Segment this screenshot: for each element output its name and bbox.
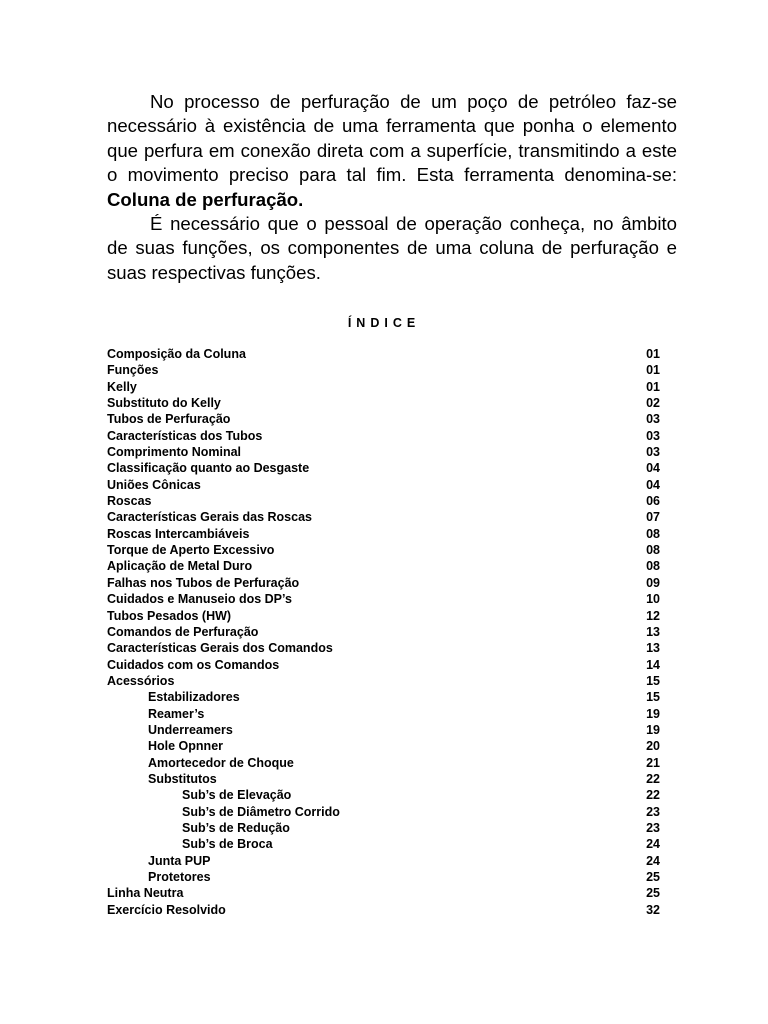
toc-entry-label: Comprimento Nominal	[107, 445, 242, 460]
toc-entry	[107, 558, 660, 574]
toc-entry-page-number: 15	[646, 673, 660, 688]
toc-entry-page-number: 01	[646, 347, 660, 361]
toc-entry-page-number: 22	[646, 771, 660, 786]
toc-entry-page-number: 24	[646, 837, 660, 852]
toc-entry	[107, 722, 660, 738]
toc-entry	[107, 526, 660, 542]
table-of-contents	[107, 346, 660, 918]
toc-entry-label: Sub’s de Diâmetro Corrido	[182, 804, 340, 819]
toc-entry-label: Características Gerais dos Comandos	[107, 641, 333, 656]
toc-entry	[107, 542, 660, 558]
index-title: ÍNDICE	[347, 316, 421, 330]
toc-entry	[107, 362, 660, 378]
toc-entry	[107, 869, 660, 885]
toc-entry	[107, 673, 660, 689]
toc-entry	[107, 820, 660, 836]
toc-entry	[107, 379, 660, 395]
toc-entry	[107, 477, 660, 493]
toc-entry-label: Substitutos	[148, 771, 217, 786]
toc-entry-label: Junta PUP	[148, 853, 211, 868]
toc-entry-label: Características dos Tubos	[107, 428, 263, 443]
toc-entry-label: Características Gerais das Roscas	[107, 510, 312, 525]
toc-entry-page-number: 06	[646, 494, 660, 509]
toc-entry-page-number: 23	[646, 820, 660, 835]
toc-entry-label: Falhas nos Tubos de Perfuração	[107, 575, 300, 590]
toc-entry	[107, 706, 660, 722]
toc-entry-page-number: 21	[646, 755, 660, 770]
toc-entry-label: Comandos de Perfuração	[107, 624, 259, 639]
toc-entry	[107, 885, 660, 901]
toc-entry-label: Substituto do Kelly	[107, 396, 221, 411]
intro-paragraph-1-bold: Coluna de perfuração.	[107, 188, 304, 210]
intro-paragraph-1-text: No processo de perfuração de um poço de petróleo faz-se necessário à existência de uma ferramenta que ponha o elemento que perfura em conexão direta com a superfície, transmitindo a este o movimento preciso para tal fim. Esta ferramenta denomina-se:	[107, 91, 677, 186]
toc-entry	[107, 460, 660, 476]
intro-paragraph-2: É necessário que o pessoal de operação conheça, no âmbito de suas funções, os componentes de uma coluna de perfuração e suas respectivas funções.	[107, 213, 677, 283]
toc-entry	[107, 428, 660, 444]
toc-entry-page-number: 22	[646, 788, 660, 803]
toc-entry-label: Cuidados e Manuseio dos DP’s	[107, 592, 292, 607]
toc-entry-page-number: 24	[646, 853, 660, 868]
toc-entry-page-number: 20	[646, 739, 660, 754]
toc-entry	[107, 771, 660, 787]
toc-entry-label: Sub’s de Broca	[182, 837, 273, 852]
toc-entry	[107, 624, 660, 640]
toc-entry-page-number: 12	[646, 608, 660, 623]
toc-entry-label: Classificação quanto ao Desgaste	[107, 461, 310, 476]
toc-entry-page-number: 02	[646, 396, 660, 411]
toc-entry-label: Sub’s de Elevação	[182, 788, 292, 803]
toc-entry	[107, 657, 660, 673]
toc-entry-label: Uniões Cônicas	[107, 477, 201, 492]
toc-entry-label: Sub’s de Redução	[182, 820, 290, 835]
toc-entry-label: Torque de Aperto Excessivo	[107, 543, 275, 558]
toc-entry	[107, 493, 660, 509]
toc-entry-page-number: 15	[646, 690, 660, 705]
toc-entry-page-number: 25	[646, 886, 660, 901]
toc-entry-page-number: 01	[646, 379, 660, 394]
toc-entry-label: Reamer’s	[148, 706, 205, 721]
toc-entry-label: Exercício Resolvido	[107, 902, 226, 917]
toc-entry-label: Cuidados com os Comandos	[107, 657, 280, 672]
toc-entry-page-number: 08	[646, 543, 660, 558]
toc-entry-label: Funções	[107, 363, 159, 378]
toc-entry-page-number: 04	[646, 461, 660, 476]
toc-entry-page-number: 03	[646, 445, 660, 460]
toc-entry	[107, 836, 660, 852]
toc-entry-label: Tubos de Perfuração	[107, 412, 231, 427]
toc-entry-label: Roscas Intercambiáveis	[107, 526, 250, 541]
toc-entry	[107, 591, 660, 607]
toc-entry-label: Hole Opnner	[148, 739, 224, 754]
toc-entry	[107, 804, 660, 820]
toc-entry-page-number: 10	[646, 592, 660, 607]
intro-paragraph-1	[107, 90, 677, 212]
toc-entry-label: Linha Neutra	[107, 886, 184, 901]
toc-entry-page-number: 23	[646, 804, 660, 819]
toc-entry	[107, 395, 660, 411]
toc-entry-page-number: 13	[646, 641, 660, 656]
toc-entry-label: Acessórios	[107, 673, 175, 688]
toc-entry-page-number: 08	[646, 559, 660, 574]
toc-entry	[107, 608, 660, 624]
toc-entry	[107, 689, 660, 705]
toc-entry-page-number: 13	[646, 624, 660, 639]
toc-entry	[107, 853, 660, 869]
toc-entry	[107, 411, 660, 427]
toc-entry-label: Tubos Pesados (HW)	[107, 608, 232, 623]
toc-entry-label: Kelly	[107, 379, 137, 394]
toc-entry-label: Protetores	[148, 870, 211, 884]
toc-entry-page-number: 14	[646, 657, 660, 672]
intro-text	[107, 90, 677, 285]
toc-entry-label: Estabilizadores	[148, 690, 240, 705]
toc-entry	[107, 509, 660, 525]
toc-entry	[107, 575, 660, 591]
toc-entry-page-number: 01	[646, 363, 660, 378]
toc-entry-label: Amortecedor de Choque	[148, 755, 294, 770]
toc-entry-page-number: 32	[646, 902, 660, 917]
toc-entry-label: Underreamers	[148, 722, 233, 737]
toc-entry	[107, 902, 660, 918]
toc-entry-label: Roscas	[107, 494, 152, 509]
toc-entry-page-number: 19	[646, 706, 660, 721]
toc-entry-page-number: 07	[646, 510, 660, 525]
toc-entry	[107, 755, 660, 771]
toc-entry	[107, 444, 660, 460]
toc-entry-page-number: 03	[646, 428, 660, 443]
toc-entry-page-number: 09	[646, 575, 660, 590]
toc-entry-page-number: 19	[646, 722, 660, 737]
toc-entry	[107, 346, 660, 362]
toc-entry-label: Composição da Coluna	[107, 347, 246, 361]
toc-entry-page-number: 03	[646, 412, 660, 427]
toc-entry	[107, 640, 660, 656]
toc-entry	[107, 787, 660, 803]
toc-entry-page-number: 04	[646, 477, 660, 492]
toc-entry-label: Aplicação de Metal Duro	[107, 559, 253, 574]
toc-entry	[107, 738, 660, 754]
toc-entry-page-number: 25	[646, 870, 660, 884]
toc-entry-page-number: 08	[646, 526, 660, 541]
